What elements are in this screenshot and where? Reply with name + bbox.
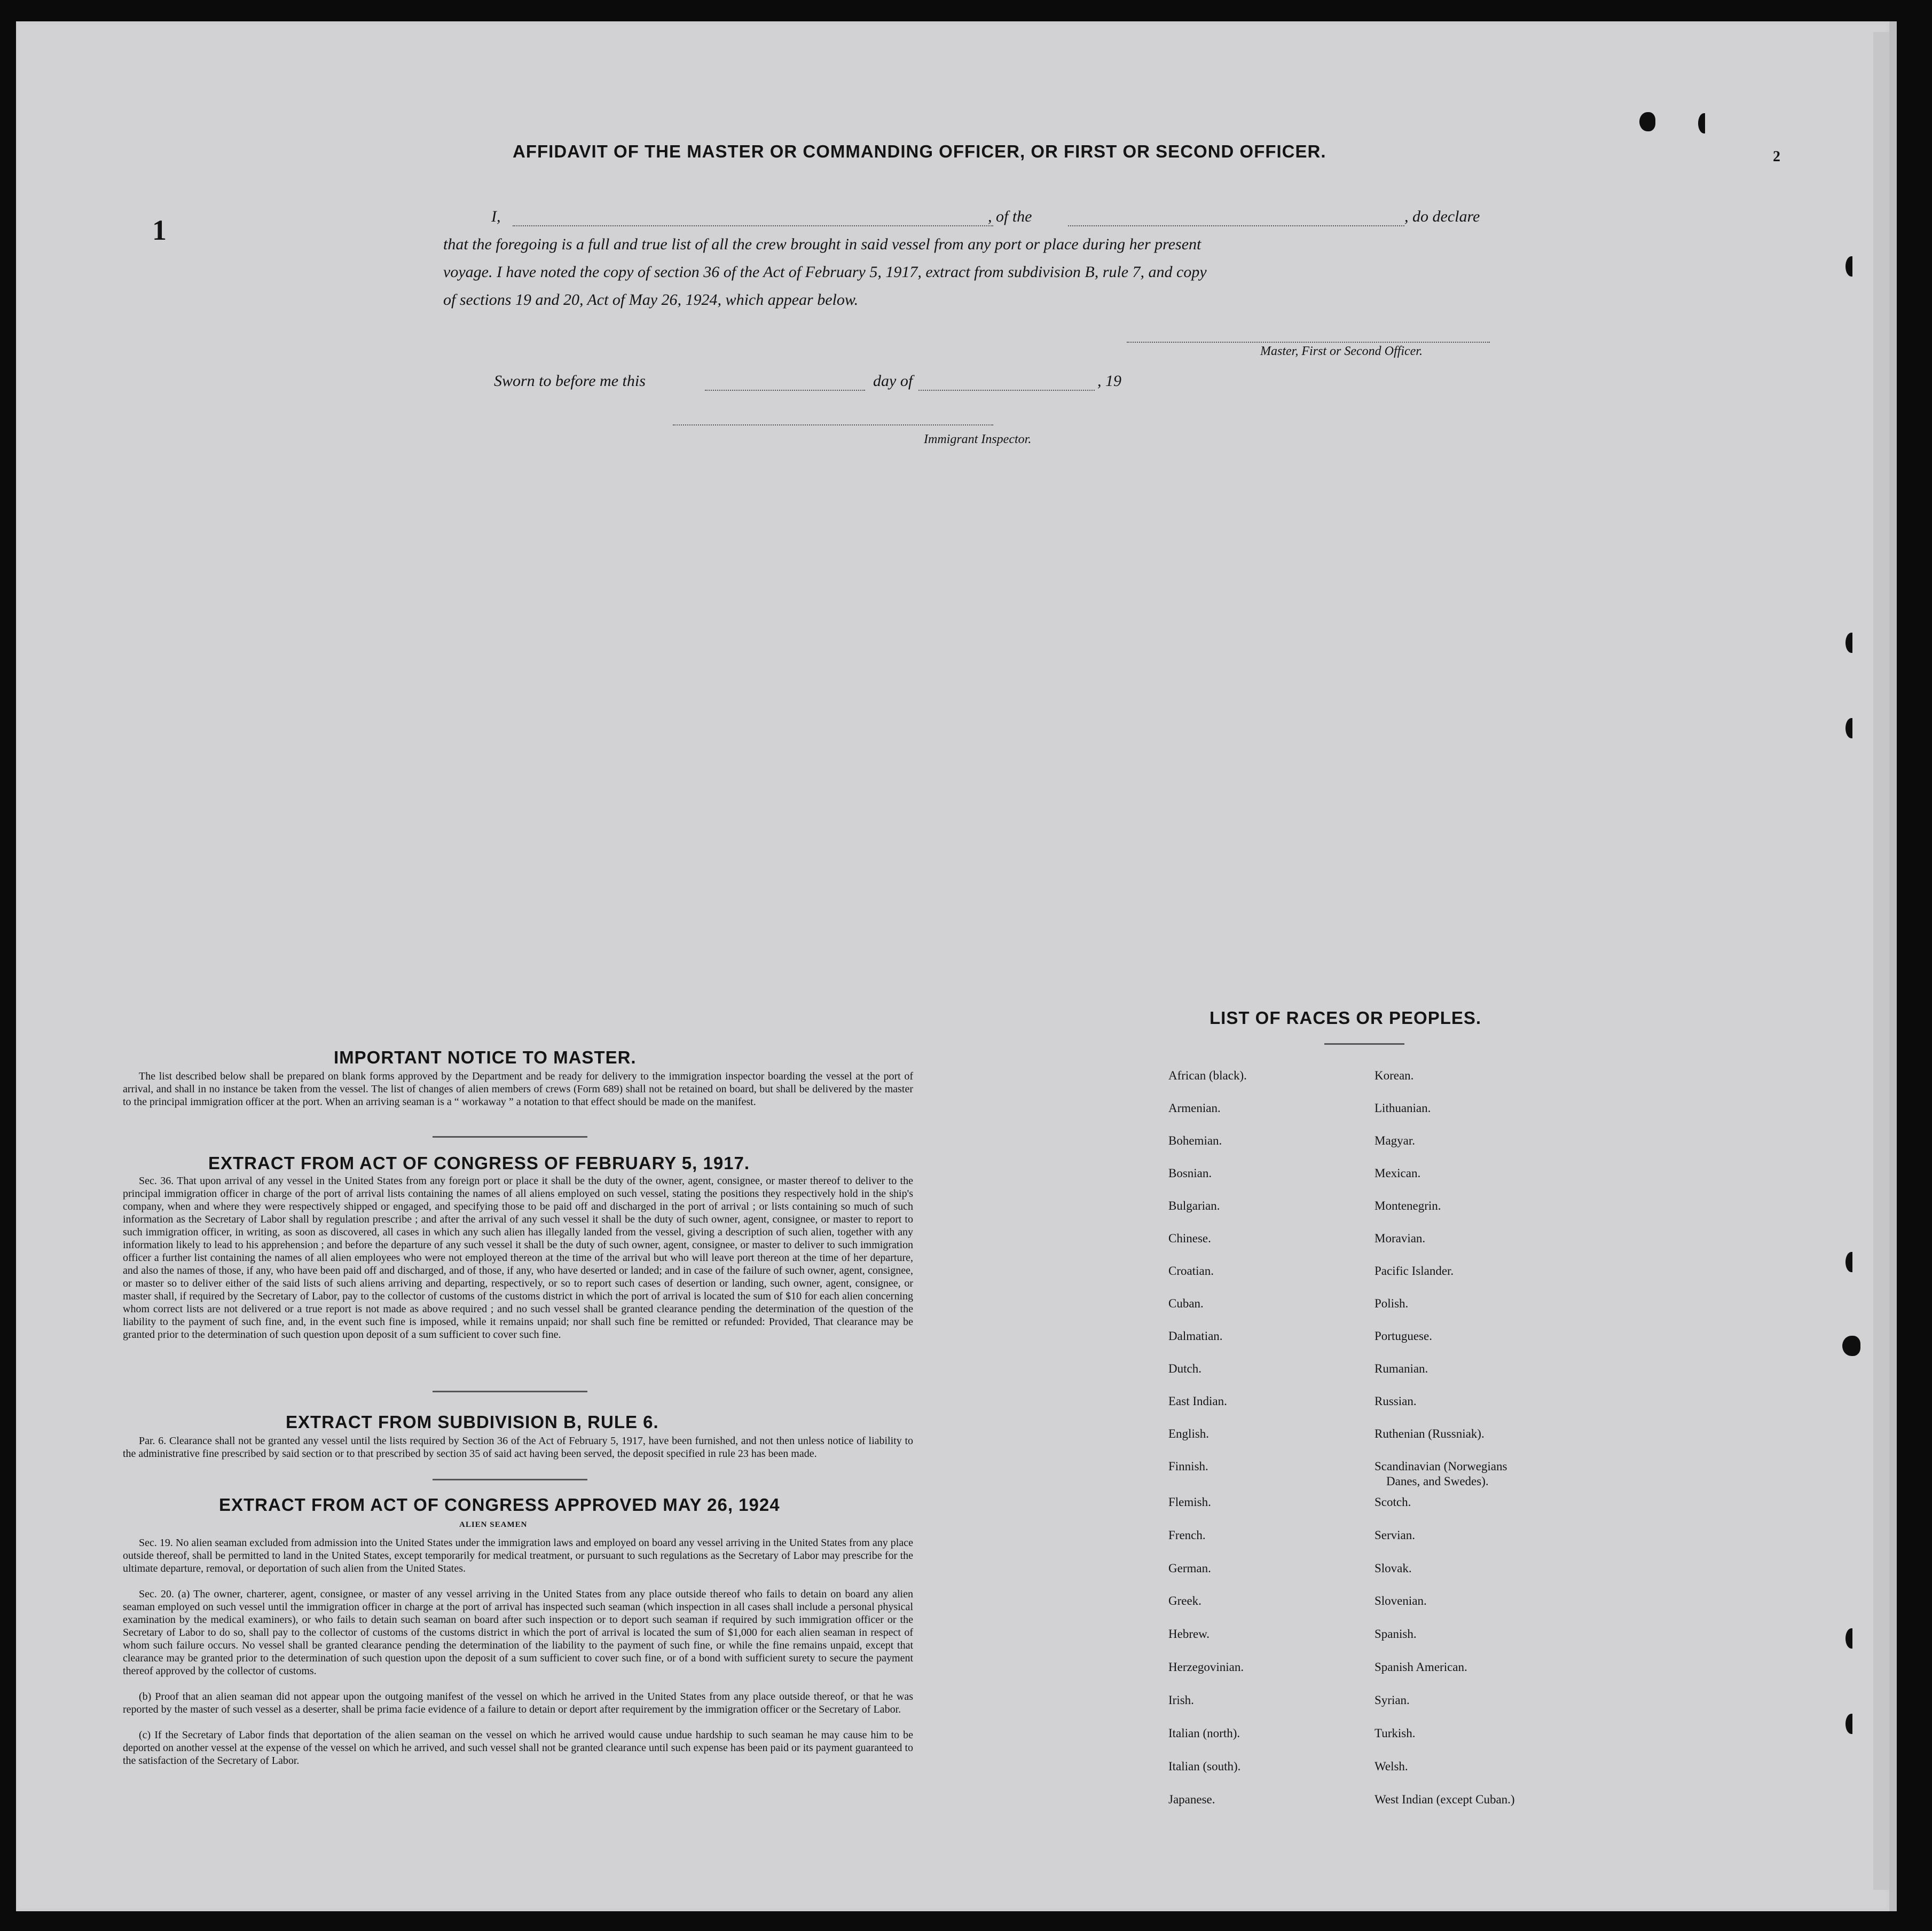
rule6-title: EXTRACT FROM SUBDIVISION B, RULE 6.: [286, 1412, 659, 1432]
rule6-body: Par. 6. Clearance shall not be granted any vessel until the lists required by Section 36 of the Act of February 5, 1917, have been furnished, and not then unless notice of liability to the administrative fine prescribed by said section or to that prescribed by section 35 of said act having been served, the deposit specified in rule 23 has been made.: [123, 1435, 913, 1460]
vessel-blank: [1068, 225, 1404, 226]
extract-1917-title: EXTRACT FROM ACT OF CONGRESS OF FEBRUARY 5, 1917.: [208, 1153, 750, 1173]
race-left: Croatian.: [1168, 1264, 1214, 1278]
race-right: Scandinavian (Norwegians: [1375, 1460, 1507, 1473]
sec20c-body: (c) If the Secretary of Labor finds that deportation of the alien seaman on the vessel on which he arrived would cause undue hardship to such seaman he may cause him to be deported on another vessel at the expense of the vessel on which he arrived, and such vessel shall not be granted clearance until such expense has been paid or its payment guaranteed to the satisfaction of the Secretary of Labor.: [123, 1729, 913, 1767]
affidavit-declare: , do declare: [1404, 208, 1480, 225]
affidavit-title: AFFIDAVIT OF THE MASTER OR COMMANDING OFFICER, OR FIRST OR SECOND OFFICER.: [513, 141, 1326, 161]
race-left: Dalmatian.: [1168, 1329, 1223, 1343]
punch-hole: [1698, 113, 1710, 133]
race-right: Slovak.: [1375, 1562, 1412, 1575]
race-left: English.: [1168, 1427, 1210, 1440]
extract-1917-body: Sec. 36. That upon arrival of any vessel in the United States from any foreign port or place it shall be the duty of the owner, agent, consignee, or master thereof to deliver to the principal immigration officer in charge of the port of arrival lists containing the names of all aliens employed on such vessel, stating the positions they respectively hold in the ship's company, when and where they were respectively shipped or engaged, and specifying those to be paid off and discharged in the port of arrival ; or lists containing so much of such information as the Secretary of Labor shall by regulation prescribe ; and after the arrival of any such vessel it shall be the duty of such owner, agent, consignee, or master to report to such immigration officer, in writing, as soon as discovered, all cases in which any such alien has illegally landed from the vessel, giving a description of such alien, together with any information likely to lead to his apprehension ; and before the departure of any such vessel it shall be the duty of such owner, agent, consignee, or master to deliver to such immigration officer a further list containing the names of all alien employees who were not employed thereon at the time of the arrival but who will leave port thereon at the time of her departure, and also the names of those, if any, who have been paid off and discharged, and of those, if any, who have deserted or landed; and in case of the failure of such owner, agent, consignee, or master so to deliver either of the said lists of such aliens arriving and departing, respectively, or so to report such cases of desertion or landing, such owner, agent, consignee, or master shall, if required by the Secretary of Labor, pay to the collector of customs of the customs district in which the port of arrival is located the sum of $10 for each alien concerning whom correct lists are not delivered or a true report is not made as above required ; and no such vessel shall be granted clearance pending the determination of the question of the liability to the payment of such fine, and, in the event such fine is imposed, while it remains unpaid; nor shall such fine be remitted or refunded: Provided, That clearance may be granted prior to the determination of such question upon deposit of a sum sufficient to cover such fine.: [123, 1175, 913, 1341]
race-right: Servian.: [1375, 1528, 1416, 1542]
race-left: German.: [1168, 1562, 1211, 1575]
sec20a-body: Sec. 20. (a) The owner, charterer, agent, consignee, or master of any vessel arriving in the United States from any place outside thereof who fails to detain on board any alien seaman employed on such vessel until the immigration officer in charge at the port of arrival has inspected such seaman (which inspection in all cases shall include a personal physical examination by the medical examiners), or who fails to detain such seaman on board after such inspection or to deport such seaman if required by such immigration officer or the Secretary of Labor to do so, shall pay to the collector of customs of the customs district in which the port of arrival is located the sum of $1,000 for each alien seaman in respect of whom such failure occurs. No vessel shall be granted clearance pending the determination of the liability to the payment of such fine, or while the fine remains unpaid, except that clearance may be granted prior to the determination of such question upon the deposit of a sum sufficient to cover such fine, or of a bond with sufficient surety to secure the payment thereof approved by the collector of customs.: [123, 1588, 913, 1677]
sworn-day-of: day of: [873, 372, 913, 390]
race-right: Lithuanian.: [1375, 1101, 1431, 1115]
sheet-edge: [1873, 32, 1889, 1890]
divider: [433, 1479, 587, 1480]
divider: [433, 1391, 587, 1392]
sec20b-body: (b) Proof that an alien seaman did not appear upon the outgoing manifest of the vessel on which he arrived in the United States from any place outside thereof, or that he was reported by the master of such vessel as a deserter, shall be prima facie evidence of a failure to detain or deport after requirement by the immigration officer or the Secretary of Labor.: [123, 1691, 913, 1715]
race-right: Welsh.: [1375, 1760, 1408, 1773]
extract-1924-title: EXTRACT FROM ACT OF CONGRESS APPROVED MAY 26, 1924: [219, 1495, 780, 1515]
notice-body: The list described below shall be prepared on blank forms approved by the Department and be ready for delivery to the immigration inspector boarding the vessel at the port of arrival, and shall in no instance be taken from the vessel. The list of changes of alien members of crews (Form 689) shall not be retained on board, but shall be delivered by the master to the principal immigration officer at the port. When an arriving seaman is a “ workaway ” a notation to that effect should be made on the manifest.: [123, 1070, 913, 1108]
race-right: Magyar.: [1375, 1134, 1416, 1147]
race-left: Italian (north).: [1168, 1727, 1240, 1740]
race-right: Mexican.: [1375, 1167, 1421, 1180]
race-right: Rumanian.: [1375, 1362, 1428, 1375]
race-left: Finnish.: [1168, 1460, 1208, 1473]
master-signature-line: [1127, 342, 1490, 343]
race-right: West Indian (except Cuban.): [1375, 1793, 1515, 1806]
sworn-year: , 19: [1097, 372, 1121, 390]
manifest-sheet: [16, 21, 1897, 1911]
punch-hole: [1845, 1628, 1857, 1649]
sworn-text: Sworn to before me this: [494, 372, 646, 390]
race-right: Polish.: [1375, 1297, 1409, 1310]
race-left: Japanese.: [1168, 1793, 1215, 1806]
punch-hole: [1845, 1252, 1857, 1272]
punch-hole: [1845, 718, 1857, 738]
race-left: Herzegovinian.: [1168, 1660, 1244, 1674]
master-label: Master, First or Second Officer.: [1260, 344, 1423, 358]
inspector-signature-line: [673, 424, 993, 425]
inspector-label: Immigrant Inspector.: [924, 432, 1032, 446]
sec19-body: Sec. 19. No alien seaman excluded from admission into the United States under the immigration laws and employed on board any vessel arriving in the United States from any place outside thereof, shall be permitted to land in the United States, except temporarily for medical treatment, or pursuant to such regulations as the Secretary of Labor may prescribe for the ultimate departure, removal, or deportation of such alien from the United States.: [123, 1537, 913, 1574]
race-left: Bohemian.: [1168, 1134, 1222, 1147]
punch-hole: [1845, 256, 1857, 277]
race-left: Dutch.: [1168, 1362, 1201, 1375]
divider: [433, 1136, 587, 1138]
extract-1924-subtitle: ALIEN SEAMEN: [459, 1520, 528, 1529]
race-right: Slovenian.: [1375, 1594, 1427, 1607]
race-left: Bulgarian.: [1168, 1199, 1220, 1212]
race-right: Moravian.: [1375, 1232, 1426, 1245]
sworn-day-blank: [705, 390, 865, 391]
race-right: Pacific Islander.: [1375, 1264, 1454, 1278]
race-left: East Indian.: [1168, 1394, 1227, 1408]
name-blank: [513, 225, 993, 226]
race-left: Italian (south).: [1168, 1760, 1241, 1773]
race-right: Syrian.: [1375, 1693, 1410, 1707]
race-left: Irish.: [1168, 1693, 1194, 1707]
race-left: African (black).: [1168, 1069, 1247, 1082]
race-left: Cuban.: [1168, 1297, 1204, 1310]
affidavit-i: I,: [491, 208, 501, 225]
race-right: Spanish American.: [1375, 1660, 1467, 1674]
race-right: Scotch.: [1375, 1495, 1411, 1509]
race-right-cont: Danes, and Swedes).: [1386, 1475, 1489, 1488]
race-left: Hebrew.: [1168, 1627, 1210, 1641]
punch-hole: [1639, 112, 1655, 131]
races-title: LIST OF RACES OR PEOPLES.: [1210, 1008, 1482, 1028]
margin-mark: 2: [1773, 148, 1780, 165]
race-right: Russian.: [1375, 1394, 1417, 1408]
margin-number: 1: [152, 214, 167, 246]
race-right: Turkish.: [1375, 1727, 1416, 1740]
race-left: Armenian.: [1168, 1101, 1221, 1115]
affidavit-line4: of sections 19 and 20, Act of May 26, 1924, which appear below.: [443, 291, 859, 309]
affidavit-line2: that the foregoing is a full and true list of all the crew brought in said vessel from any port or place during her present: [443, 235, 1201, 253]
affidavit-line3: voyage. I have noted the copy of section 36 of the Act of February 5, 1917, extract from subdivision B, rule 7, and copy: [443, 263, 1207, 281]
notice-title: IMPORTANT NOTICE TO MASTER.: [334, 1047, 637, 1067]
punch-hole: [1842, 1336, 1860, 1356]
affidavit-of-the: , of the: [988, 208, 1032, 225]
race-left: Flemish.: [1168, 1495, 1211, 1509]
sworn-month-blank: [918, 390, 1095, 391]
race-right: Korean.: [1375, 1069, 1414, 1082]
punch-hole: [1845, 633, 1857, 653]
race-left: Bosnian.: [1168, 1167, 1212, 1180]
race-left: French.: [1168, 1528, 1206, 1542]
race-right: Montenegrin.: [1375, 1199, 1441, 1212]
race-left: Greek.: [1168, 1594, 1201, 1607]
race-right: Spanish.: [1375, 1627, 1417, 1641]
punch-hole: [1845, 1714, 1857, 1734]
divider: [1324, 1043, 1404, 1045]
race-right: Ruthenian (Russniak).: [1375, 1427, 1485, 1440]
race-right: Portuguese.: [1375, 1329, 1432, 1343]
race-left: Chinese.: [1168, 1232, 1211, 1245]
